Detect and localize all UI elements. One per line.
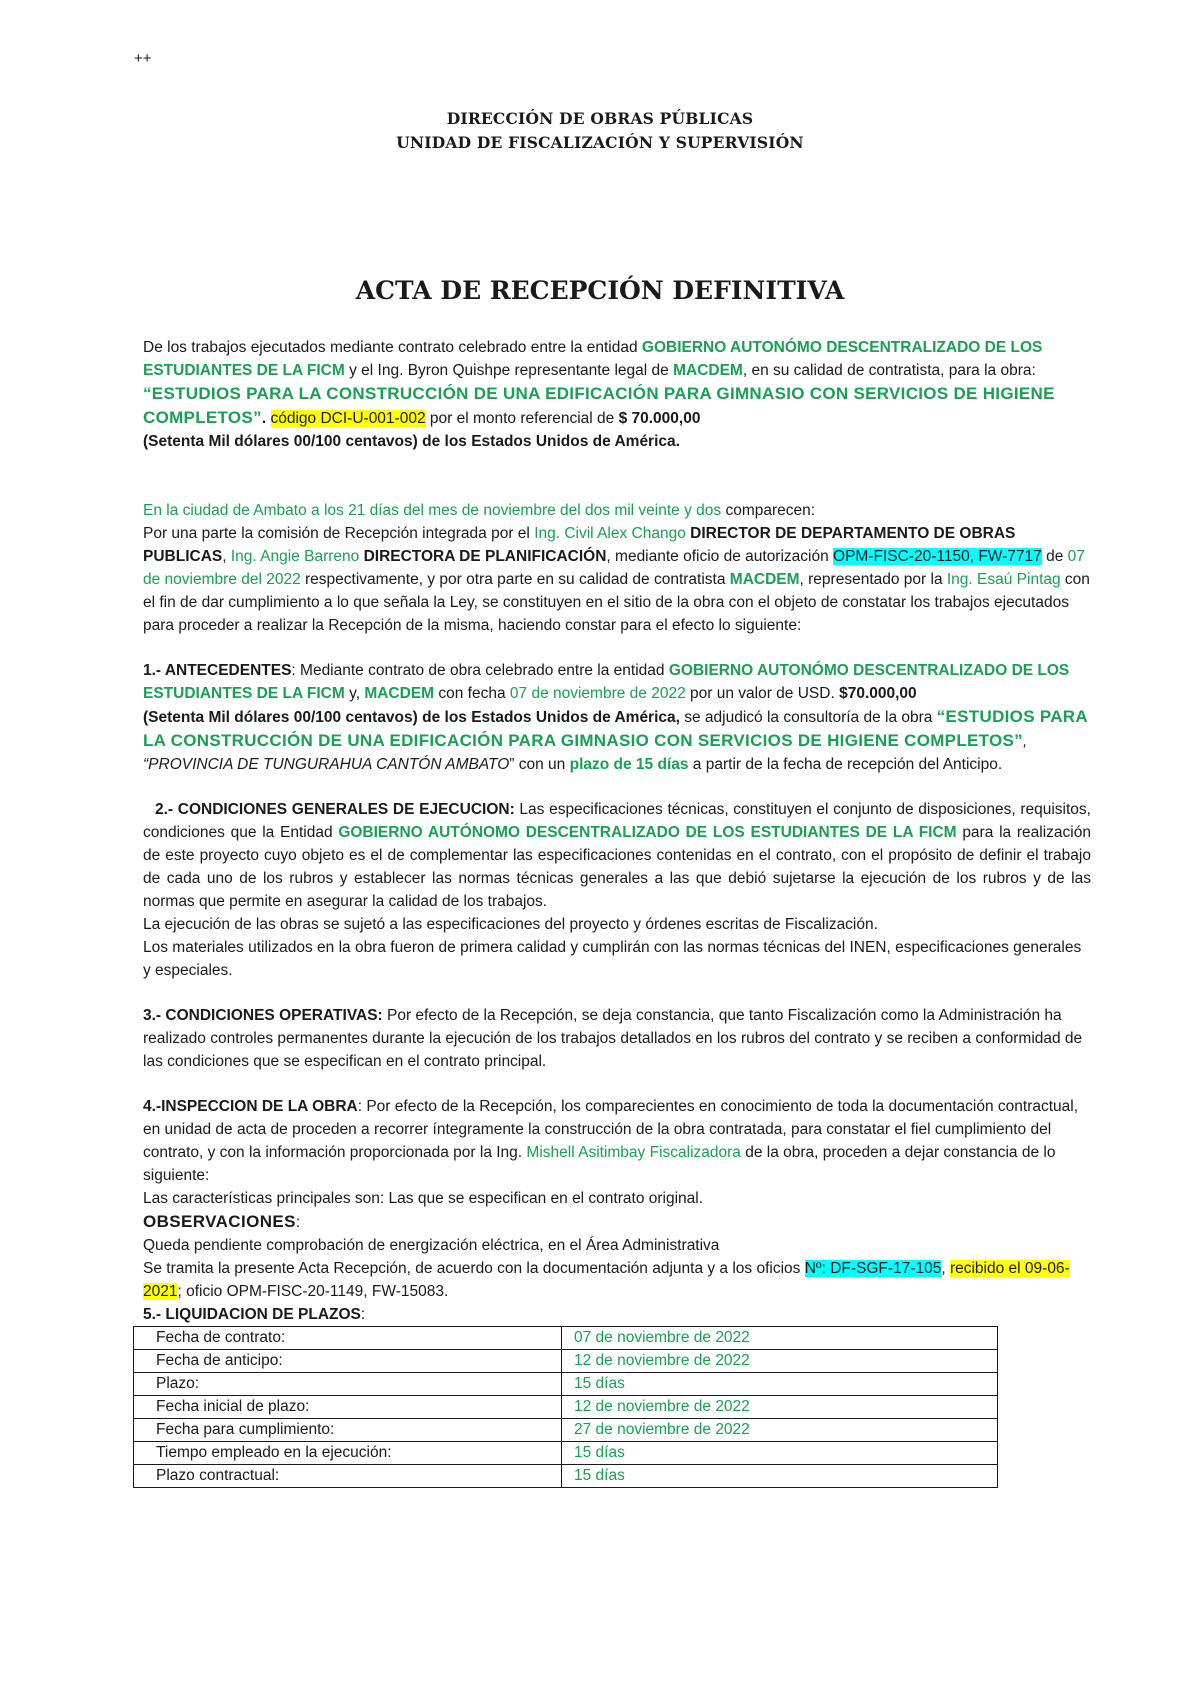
contractor-name: MACDEM — [673, 362, 743, 379]
table-row — [134, 1442, 998, 1465]
project-name: “ESTUDIOS PARA LA CONSTRUCCIÓN DE UNA EDIFICACIÓN PARA GIMNASIO CON SERVICIOS DE HIGIENE COMPLETOS” — [143, 384, 1055, 427]
person-2: Ing. Angie Barreno — [230, 548, 360, 565]
inspector-name: Mishell Asitimbay Fiscalizadora — [526, 1144, 741, 1161]
header-line-2: UNIDAD DE FISCALIZACIÓN Y SUPERVISIÓN — [396, 133, 804, 152]
table-cell-label: Plazo contractual: — [134, 1465, 562, 1488]
header-line-1: DIRECCIÓN DE OBRAS PÚBLICAS — [446, 109, 754, 128]
liquidation-table — [133, 1326, 998, 1488]
table-cell-label: Plazo: — [134, 1373, 562, 1396]
table-cell-label: Tiempo empleado en la ejecución: — [134, 1442, 562, 1465]
table-cell-value: 07 de noviembre de 2022 — [562, 1327, 998, 1350]
table-cell-value: 27 de noviembre de 2022 — [562, 1419, 998, 1442]
section-3-heading: 3.- CONDICIONES OPERATIVAS: — [143, 1007, 383, 1024]
section-2: 2.- CONDICIONES GENERALES DE EJECUCION: Las especificaciones técnicas, constituyen el conjunto de disposiciones, requisitos, condiciones que la Entidad GOBIERNO AUTÓNOMO DESCENTRALIZADO DE LOS ESTUDIANTES DE LA FICM para la realización de este proyecto cuyo objeto es el de complementar las especificaciones contenidas en el contrato, con el propósito de definir el trabajo de cada uno de los rubros y establecer las normas técnicas generales a las que debió sujetarse la ejecución de los rubros y de las normas que permite en asegurar la calidad de los trabajos. — [143, 801, 1091, 910]
term: plazo de 15 días — [569, 756, 689, 773]
oficio-date: 07 de noviembre del 2022 — [143, 548, 1085, 588]
table-cell-value: 15 días — [562, 1373, 998, 1396]
amount: $70.000,00 — [839, 685, 917, 702]
entity-name: GOBIERNO AUTONÓMO DESCENTRALIZADO DE LOS ESTUDIANTES DE LA FICM — [143, 662, 1070, 702]
section-4: 4.-INSPECCION DE LA OBRA: Por efecto de la Recepción, los comparecientes en conocimiento de toda la documentación contractual, en unidad de acta de proceden a recorrer íntegramente la construcción de la obra contratada, para constatar el fiel cumplimiento del contrato, y con la información proporcionada por la Ing. Mishell Asitimbay Fiscalizadora de la obra, proceden a dejar constancia de lo siguiente: — [143, 1098, 1079, 1184]
person-3: Ing. Esaú Pintag — [946, 571, 1061, 588]
contract-date: 07 de noviembre de 2022 — [509, 685, 686, 702]
amount: $ 70.000,00 — [618, 410, 701, 427]
section-1-heading: 1.- ANTECEDENTES — [143, 662, 292, 679]
section-3: 3.- CONDICIONES OPERATIVAS: Por efecto de la Recepción, se deja constancia, que tanto Fiscalización como la Administración ha realizado controles permanentes durante la ejecución de los trabajos detallados en los rubros del contrato y se reciben a conformidad de las condiciones que se especifican en el contrato principal. — [143, 1007, 1083, 1070]
section-1: 1.- ANTECEDENTES: Mediante contrato de obra celebrado entre la entidad GOBIERNO AUTONÓMO DESCENTRALIZADO DE LOS ESTUDIANTES DE LA FICM y, MACDEM con fecha 07 de noviembre de 2022 por un valor de USD. $70.000,00 (Setenta Mil dólares 00/100 centavos) de los Estados Unidos de América, se adjudicó la consultoría de la obra “ESTUDIOS PARA LA CONSTRUCCIÓN DE UNA EDIFICACIÓN PARA GIMNASIO CON SERVICIOS DE HIGIENE COMPLETOS”, “PROVINCIA DE TUNGURAHUA CANTÓN AMBATO” con un plazo de 15 días a partir de la fecha de recepción del Anticipo. — [143, 662, 1088, 773]
section-2-p3: Los materiales utilizados en la obra fueron de primera calidad y cumplirán con las normas técnicas del INEN, especificaciones generales y especiales. — [143, 939, 1082, 979]
entity-name: GOBIERNO AUTÓNOMO DESCENTRALIZADO DE LOS ESTUDIANTES DE LA FICM — [338, 824, 957, 841]
section-4-p2: Las características principales son: Las que se especifican en el contrato original. — [143, 1190, 704, 1207]
table-cell-value: 12 de noviembre de 2022 — [562, 1396, 998, 1419]
contractor-name: MACDEM — [729, 571, 800, 588]
header-mark: ++ — [134, 50, 152, 67]
section-5-heading: 5.- LIQUIDACION DE PLAZOS: — [143, 1306, 366, 1323]
table-row — [134, 1396, 998, 1419]
project-name: “ESTUDIOS PARA LA CONSTRUCCIÓN DE UNA EDIFICACIÓN PARA GIMNASIO CON SERVICIOS DE HIGIENE COMPLETOS” — [143, 707, 1088, 750]
section-2-p2: La ejecución de las obras se sujetó a las especificaciones del proyecto y órdenes escritas de Fiscalización. — [143, 916, 878, 933]
oficio-ref: OPM-FISC-20-1150, FW-7717 — [833, 548, 1042, 565]
section-2-heading: 2.- CONDICIONES GENERALES DE EJECUCION: — [155, 801, 515, 818]
document-title: ACTA DE RECEPCIÓN DEFINITIVA — [355, 276, 845, 305]
table-cell-label: Fecha inicial de plazo: — [134, 1396, 562, 1419]
table-row — [134, 1373, 998, 1396]
amount-words: (Setenta Mil dólares 00/100 centavos) de los Estados Unidos de América, — [143, 709, 680, 726]
observations-p2: Se tramita la presente Acta Recepción, de acuerdo con la documentación adjunta y a los oficios Nº: DF-SGF-17-105, recibido el 09-06-2021; oficio OPM-FISC-20-1149, FW-15083. — [143, 1260, 1070, 1300]
contractor-name: MACDEM — [364, 685, 435, 702]
project-code: código DCI-U-001-002 — [270, 410, 426, 427]
oficio-ref: Nº: DF-SGF-17-105 — [804, 1260, 942, 1277]
observations-heading: OBSERVACIONES: — [143, 1212, 301, 1231]
comparecen-paragraph: En la ciudad de Ambato a los 21 días del mes de noviembre del dos mil veinte y dos comparecen: Por una parte la comisión de Recepción integrada por el Ing. Civil Alex Chango DIRECTOR DE DEPARTAMENTO DE OBRAS PUBLICAS, Ing. Angie Barreno DIRECTORA DE PLANIFICACIÓN, mediante oficio de autorización OPM-FISC-20-1150, FW-7717 de 07 de noviembre del 2022 respectivamente, y por otra parte en su calidad de contratista MACDEM, representado por la Ing. Esaú Pintag con el fin de dar cumplimiento a lo que señala la Ley, se constituyen en el sitio de la obra con el objeto de constatar los trabajos ejecutados para proceder a realizar la Recepción de la misma, haciendo constar para el efecto lo siguiente: — [143, 502, 1090, 634]
table-cell-value: 12 de noviembre de 2022 — [562, 1350, 998, 1373]
table-cell-label: Fecha de anticipo: — [134, 1350, 562, 1373]
table-row — [134, 1419, 998, 1442]
table-cell-label: Fecha para cumplimiento: — [134, 1419, 562, 1442]
entity-name: GOBIERNO AUTONÓMO DESCENTRALIZADO DE LOS ESTUDIANTES DE LA FICM — [143, 339, 1043, 379]
section-4-heading: 4.-INSPECCION DE LA OBRA — [143, 1098, 358, 1115]
document-body — [143, 336, 1091, 1488]
amount-words: (Setenta Mil dólares 00/100 centavos) de los Estados Unidos de América. — [143, 433, 680, 450]
intro-paragraph: De los trabajos ejecutados mediante contrato celebrado entre la entidad GOBIERNO AUTONÓMO DESCENTRALIZADO DE LOS ESTUDIANTES DE LA FICM y el Ing. Byron Quishpe representante legal de MACDEM, en su calidad de contratista, para la obra: “ESTUDIOS PARA LA CONSTRUCCIÓN DE UNA EDIFICACIÓN PARA GIMNASIO CON SERVICIOS DE HIGIENE COMPLETOS”. código DCI-U-001-002 por el monto referencial de $ 70.000,00 (Setenta Mil dólares 00/100 centavos) de los Estados Unidos de América. — [143, 339, 1055, 450]
observations-p1: Queda pendiente comprobación de energización eléctrica, en el Área Administrativa — [143, 1237, 720, 1254]
table-row — [134, 1327, 998, 1350]
table-cell-value: 15 días — [562, 1465, 998, 1488]
place-date: En la ciudad de Ambato a los 21 días del mes de noviembre del dos mil veinte y dos — [143, 502, 722, 519]
person-1: Ing. Civil Alex Chango — [534, 525, 686, 542]
table-cell-label: Fecha de contrato: — [134, 1327, 562, 1350]
table-row — [134, 1465, 998, 1488]
project-location: “PROVINCIA DE TUNGURAHUA CANTÓN AMBATO — [143, 756, 510, 773]
table-row — [134, 1350, 998, 1373]
received-date: recibido el 09-06-2021 — [143, 1260, 1070, 1300]
table-cell-value: 15 días — [562, 1442, 998, 1465]
